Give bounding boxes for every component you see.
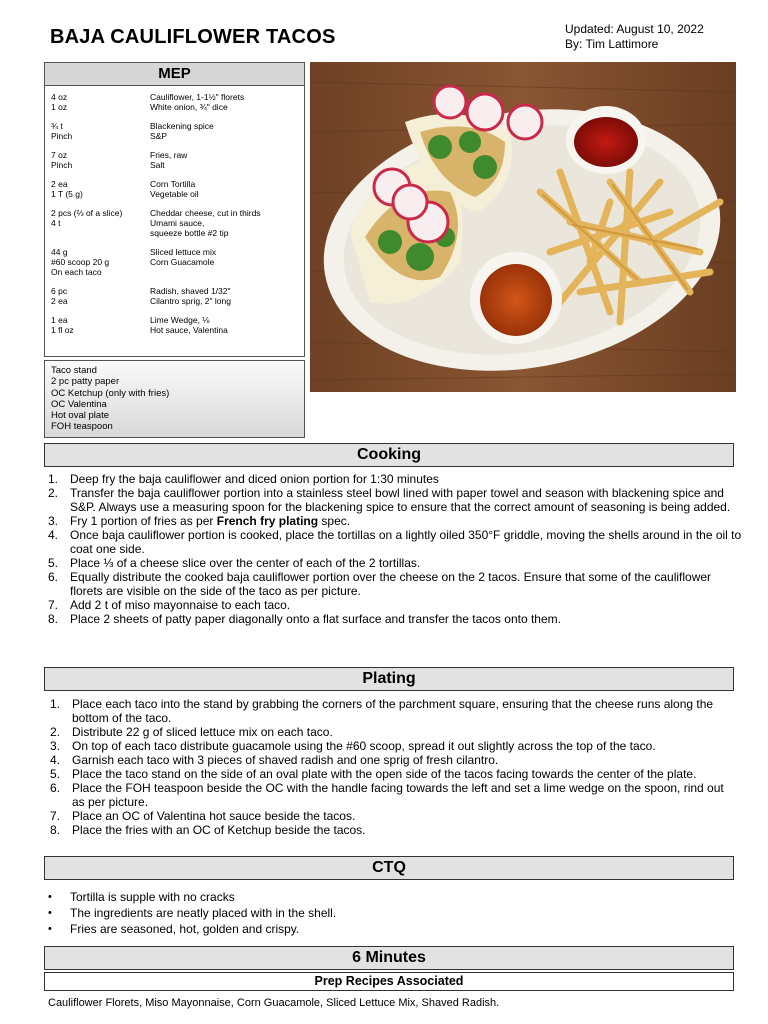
mep-row [51, 102, 304, 112]
step-number: 6. [48, 570, 59, 584]
dish-photo [310, 62, 736, 392]
cooking-step [48, 570, 746, 598]
step-number: 2. [50, 725, 61, 739]
ctq-list [48, 889, 337, 937]
cooking-step [48, 528, 746, 556]
mep-row [51, 325, 304, 335]
mep-row [51, 131, 304, 141]
equipment-item: Taco stand [51, 365, 97, 376]
mep-row [51, 228, 304, 238]
update-info [565, 22, 704, 52]
step-number: 7. [50, 809, 61, 823]
mep-ingredient: Cheddar cheese, cut in thirds [150, 208, 261, 218]
mep-quantity: 44 g [51, 247, 68, 257]
step-text: Place 2 sheets of patty paper diagonally onto a flat surface and transfer the tacos onto them. [70, 612, 561, 626]
mep-quantity: 6 pc [51, 286, 68, 296]
step-text: spec. [318, 514, 351, 528]
mep-row [51, 121, 304, 131]
mep-ingredient: Lime Wedge, ⅛ [150, 315, 210, 325]
mep-ingredient: Vegetable oil [150, 189, 199, 199]
mep-row [51, 247, 304, 257]
mep-quantity: 1 T (5 g) [51, 189, 83, 199]
step-text: Fry 1 portion of fries as per [70, 514, 217, 528]
mep-ingredient: S&P [150, 131, 168, 141]
plating-step [50, 697, 736, 725]
mep-heading: MEP [45, 63, 304, 86]
mep-quantity: 2 ea [51, 179, 68, 189]
plating-step [50, 809, 736, 823]
mep-group [51, 92, 304, 112]
mep-quantity: 1 fl oz [51, 325, 74, 335]
mep-quantity: #60 scoop 20 g [51, 257, 110, 267]
step-text: Equally distribute the cooked baja cauliflower portion over the cheese on the 2 tacos. Ensure that some of the cauliflower florets are visible on the side of the taco as per picture. [70, 570, 712, 598]
mep-row [51, 286, 304, 296]
mep-group [51, 121, 304, 141]
updated-date: Updated: August 10, 2022 [565, 22, 704, 36]
step-text: Once baja cauliflower portion is cooked, place the tortillas on a lightly oiled 350°F griddle, moving the shells around in the oil to coat one side. [70, 528, 742, 556]
plating-step [50, 823, 736, 837]
step-number: 7. [48, 598, 59, 612]
step-number: 4. [50, 753, 61, 767]
step-number: 5. [48, 556, 59, 570]
step-text: Place each taco into the stand by grabbing the corners of the parchment square, ensuring that the cheese runs along the bottom of the taco. [72, 697, 714, 725]
mep-list [45, 86, 304, 335]
mep-ingredient: Hot sauce, Valentina [150, 325, 228, 335]
mep-group [51, 150, 304, 170]
step-number: 1. [50, 697, 61, 711]
mep-ingredient [150, 267, 304, 277]
mep-quantity: ¾ t [51, 121, 63, 131]
plating-step [50, 739, 736, 753]
ctq-text: The ingredients are neatly placed with in the shell. [70, 906, 337, 920]
dish-photo-illustration [310, 62, 736, 392]
step-text: Place ⅓ of a cheese slice over the center of each of the 2 tortillas. [70, 556, 421, 570]
mep-quantity: Pinch [51, 131, 73, 141]
mep-quantity: Pinch [51, 160, 73, 170]
step-number: 1. [48, 472, 59, 486]
step-number: 4. [48, 528, 59, 542]
mep-row [51, 267, 304, 277]
mep-ingredient: Cilantro sprig, 2" long [150, 296, 231, 306]
mep-quantity: 1 ea [51, 315, 68, 325]
mep-ingredient: Salt [150, 160, 165, 170]
mep-ingredient: Blackening spice [150, 121, 214, 131]
step-text: Distribute 22 g of sliced lettuce mix on each taco. [72, 725, 333, 739]
cooking-steps [48, 472, 746, 626]
mep-group [51, 208, 304, 238]
equipment-item: Hot oval plate [51, 410, 110, 422]
mep-quantity: 4 t [51, 218, 61, 228]
step-text: Deep fry the baja cauliflower and diced onion portion for 1:30 minutes [70, 472, 439, 486]
mep-quantity: 2 ea [51, 296, 68, 306]
mep-group [51, 179, 304, 199]
step-number: 5. [50, 767, 61, 781]
step-text: Place the taco stand on the side of an oval plate with the open side of the tacos facing towards the center of the plate. [72, 767, 697, 781]
step-text: On top of each taco distribute guacamole using the #60 scoop, spread it out slightly across the top of the taco. [72, 739, 656, 753]
mep-quantity: 4 oz [51, 92, 68, 102]
mep-quantity: 7 oz [51, 150, 68, 160]
mep-quantity: 1 oz [51, 102, 68, 112]
step-text: Place the FOH teaspoon beside the OC with the handle facing towards the left and set a lime wedge on the spoon, rind out as per picture. [72, 781, 724, 809]
step-number: 2. [48, 486, 59, 500]
recipe-title: BAJA CAULIFLOWER TACOS [50, 26, 336, 48]
prep-recipes-heading: Prep Recipes Associated [44, 972, 734, 991]
equipment-list [44, 360, 305, 438]
mep-row [51, 208, 304, 218]
step-number: 6. [50, 781, 61, 795]
mep-row [51, 315, 304, 325]
mep-ingredient: White onion, ¾" dice [150, 102, 228, 112]
plating-step [50, 767, 736, 781]
ctq-text: Fries are seasoned, hot, golden and crispy. [70, 922, 300, 936]
cooking-step [48, 472, 746, 486]
mep-quantity [51, 228, 150, 238]
cooking-step [48, 612, 746, 626]
step-text: Add 2 t of miso mayonnaise to each taco. [70, 598, 291, 612]
bullet-icon: • [48, 891, 52, 903]
step-text: Place an OC of Valentina hot sauce beside the tacos. [72, 809, 356, 823]
cooking-step [48, 486, 746, 514]
mep-row [51, 179, 304, 189]
mep-panel [44, 62, 305, 357]
bullet-icon: • [48, 907, 52, 919]
mep-ingredient: Corn Guacamole [150, 257, 215, 267]
mep-group [51, 247, 304, 277]
plating-step [50, 725, 736, 739]
plating-heading: Plating [44, 667, 734, 691]
mep-row [51, 218, 304, 228]
mep-ingredient: Fries, raw [150, 150, 188, 160]
ctq-item [48, 921, 336, 937]
cooking-step [48, 598, 746, 612]
step-link-text: French fry plating [216, 514, 319, 528]
mep-row [51, 160, 304, 170]
mep-row [51, 92, 304, 102]
plating-steps [50, 697, 736, 837]
mep-row [51, 257, 304, 267]
prep-time: 6 Minutes [44, 946, 734, 970]
step-number: 3. [50, 739, 61, 753]
step-number: 8. [48, 612, 59, 626]
plating-step [50, 753, 736, 767]
mep-quantity: 2 pcs (⅔ of a slice) [51, 208, 123, 218]
step-text: Place the fries with an OC of Ketchup beside the tacos. [72, 823, 366, 837]
ctq-text: Tortilla is supple with no cracks [70, 890, 235, 904]
mep-row [51, 189, 304, 199]
cooking-step [48, 514, 746, 528]
cooking-heading: Cooking [44, 443, 734, 467]
step-number: 3. [48, 514, 59, 528]
bullet-icon: • [48, 923, 52, 935]
ctq-item [48, 889, 336, 905]
mep-ingredient: Corn Tortilla [150, 179, 196, 189]
equipment-item: FOH teaspoon [51, 421, 113, 433]
mep-group [51, 315, 304, 335]
equipment-item: OC Ketchup (only with fries) [51, 387, 170, 399]
mep-ingredient: Cauliflower, 1-1½" florets [150, 92, 245, 102]
mep-row [51, 296, 304, 306]
ctq-heading: CTQ [44, 856, 734, 880]
mep-ingredient: Umami sauce, [150, 218, 205, 228]
step-text: Transfer the baja cauliflower portion into a stainless steel bowl lined with paper towel and season with blackening spice and S&P. Always use a measuring spoon for the blackening spice to ensure that the correct amount of seasoning is being added. [70, 486, 731, 514]
prep-recipes-text: Cauliflower Florets, Miso Mayonnaise, Corn Guacamole, Sliced Lettuce Mix, Shaved Radish. [48, 997, 500, 1009]
equipment-item: 2 pc patty paper [51, 376, 120, 388]
step-text: Garnish each taco with 3 pieces of shaved radish and one sprig of fresh cilantro. [72, 753, 499, 767]
ctq-item [48, 905, 337, 921]
mep-ingredient: squeeze bottle #2 tip [150, 228, 229, 238]
mep-ingredient: Sliced lettuce mix [150, 247, 217, 257]
cooking-step [48, 556, 746, 570]
step-number: 8. [50, 823, 61, 837]
mep-quantity: On each taco [51, 267, 102, 277]
equipment-item: OC Valentina [51, 398, 107, 410]
author: By: Tim Lattimore [565, 37, 659, 51]
mep-ingredient: Radish, shaved 1/32" [150, 286, 231, 296]
plating-step [50, 781, 736, 809]
mep-row [51, 150, 304, 160]
mep-group [51, 286, 304, 306]
